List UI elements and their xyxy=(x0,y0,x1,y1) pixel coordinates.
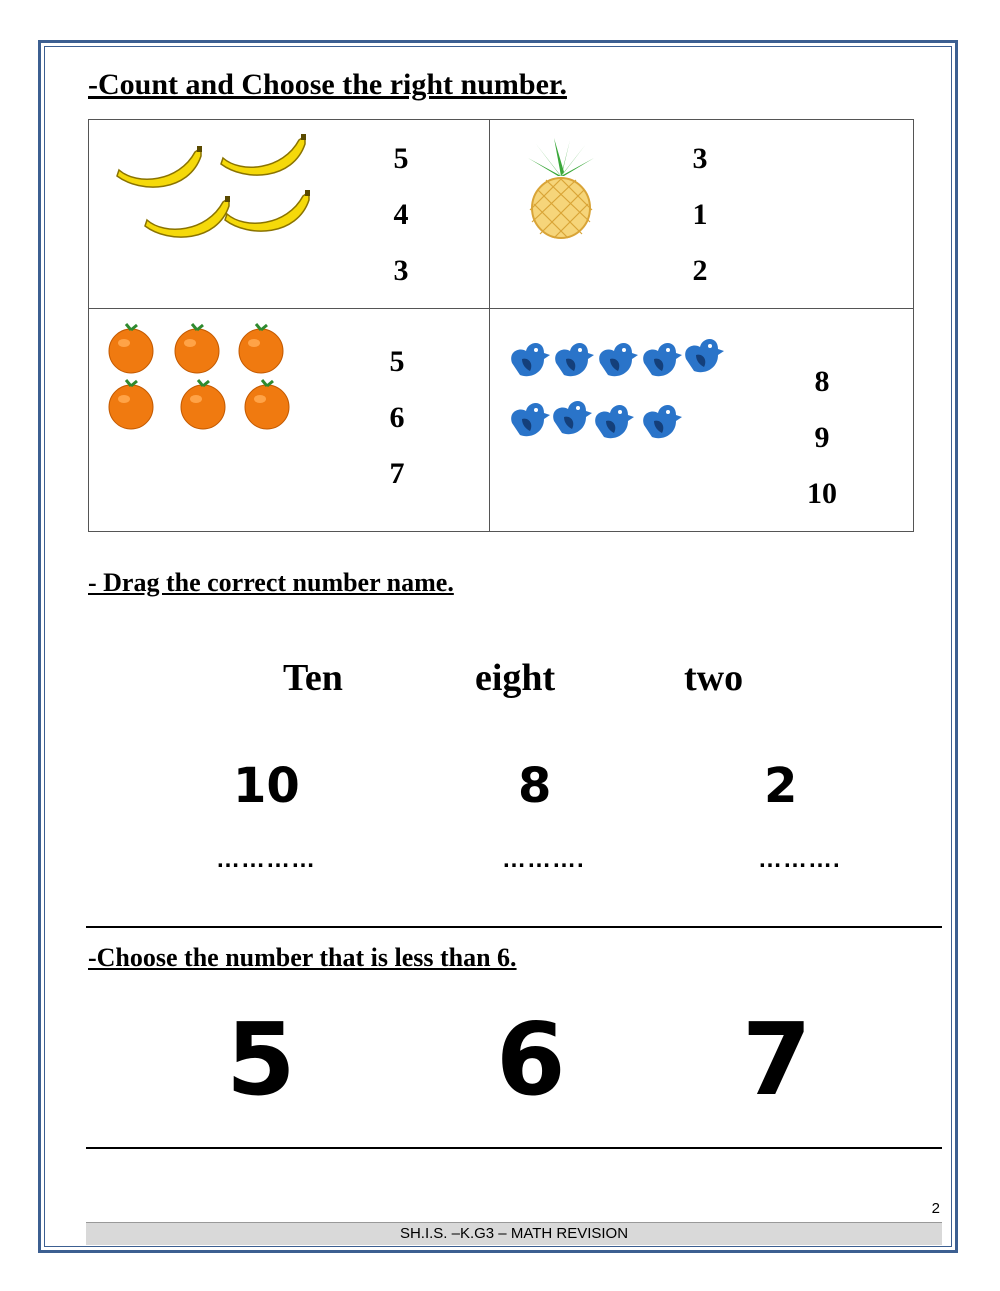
divider xyxy=(86,926,942,928)
bird-item xyxy=(511,343,550,376)
option-c[interactable]: 10 xyxy=(807,477,837,510)
number-two: 2 xyxy=(764,758,798,814)
pineapple-picture xyxy=(526,136,596,240)
section1-heading: -Count and Choose the right number. xyxy=(88,68,567,101)
orange-item xyxy=(109,324,153,373)
drag-word-ten[interactable]: Ten xyxy=(283,657,343,699)
page-number: 2 xyxy=(931,1200,940,1217)
bird-item xyxy=(599,343,638,376)
choice-six[interactable]: 6 xyxy=(496,1001,566,1118)
option-a[interactable]: 3 xyxy=(692,142,708,175)
bird-item xyxy=(555,343,594,376)
section3-heading: -Choose the number that is less than 6. xyxy=(88,943,517,972)
orange-item xyxy=(109,380,153,429)
count-table xyxy=(88,119,914,532)
option-a[interactable]: 8 xyxy=(814,365,830,398)
drop-blank-1[interactable]: ………… xyxy=(216,846,316,873)
drop-blank-3[interactable]: ………. xyxy=(758,846,841,873)
option-c[interactable]: 2 xyxy=(692,254,708,287)
birds-picture xyxy=(504,329,724,459)
bird-item xyxy=(511,403,550,436)
section2-heading: - Drag the correct number name. xyxy=(88,568,454,597)
choice-seven[interactable]: 7 xyxy=(742,1001,812,1118)
bird-item xyxy=(643,405,682,438)
bird-item xyxy=(643,343,682,376)
drag-word-eight[interactable]: eight xyxy=(475,657,556,699)
number-ten: 10 xyxy=(233,758,300,814)
bananas-picture xyxy=(115,134,315,246)
orange-item xyxy=(181,380,225,429)
divider xyxy=(86,1147,942,1149)
oranges-cell xyxy=(89,309,490,532)
option-a[interactable]: 5 xyxy=(389,345,405,378)
pineapple-cell xyxy=(490,120,914,309)
footer: SH.I.S. –K.G3 – MATH REVISION xyxy=(86,1222,942,1245)
banana-item xyxy=(225,190,310,231)
orange-item xyxy=(245,380,289,429)
option-b[interactable]: 6 xyxy=(389,401,405,434)
bird-item xyxy=(553,401,592,434)
orange-item xyxy=(239,324,283,373)
choice-five[interactable]: 5 xyxy=(226,1001,296,1118)
birds-cell xyxy=(490,309,914,532)
drop-blank-2[interactable]: ………. xyxy=(502,846,585,873)
option-b[interactable]: 9 xyxy=(814,421,830,454)
option-c[interactable]: 3 xyxy=(393,254,409,287)
drag-word-two[interactable]: two xyxy=(684,657,744,699)
banana-item xyxy=(221,134,306,175)
oranges-picture xyxy=(105,321,295,431)
bird-item xyxy=(685,339,724,372)
number-eight: 8 xyxy=(518,758,552,814)
banana-item xyxy=(117,146,202,187)
option-b[interactable]: 4 xyxy=(393,198,409,231)
option-b[interactable]: 1 xyxy=(692,198,708,231)
option-c[interactable]: 7 xyxy=(389,457,405,490)
bird-item xyxy=(595,405,634,438)
orange-item xyxy=(175,324,219,373)
option-a[interactable]: 5 xyxy=(393,142,409,175)
banana-cell xyxy=(89,120,490,309)
banana-item xyxy=(145,196,230,237)
